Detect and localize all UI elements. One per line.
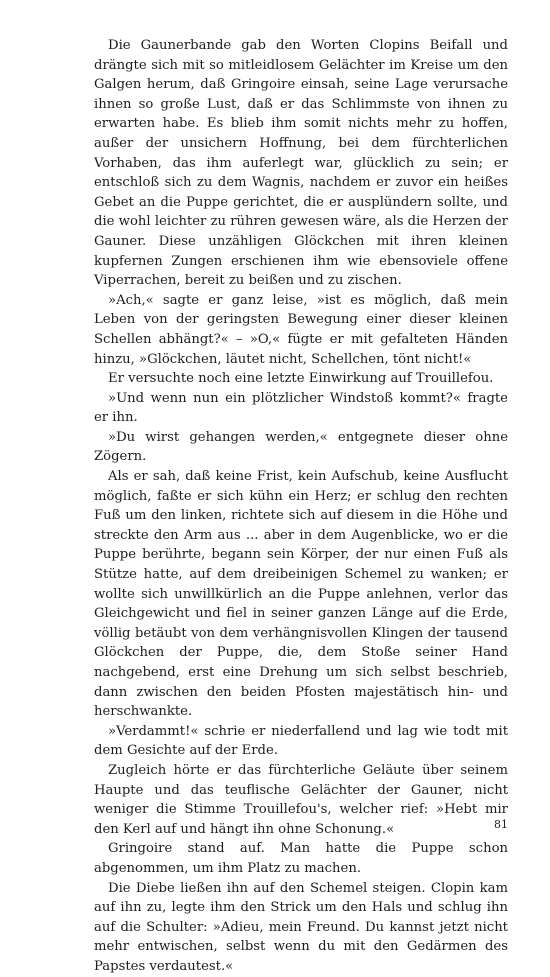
page-number: 81 bbox=[494, 818, 508, 831]
paragraph: Gringoire stand auf. Man hatte die Puppe schon abgenommen, um ihm Platz zu machen. bbox=[94, 841, 508, 876]
paragraph: »Ach,« sagte er ganz leise, »ist es möglich, daß mein Leben von der geringsten Bewegung einer dieser kleinen Schellen abhängt?« – »O,« fügte er mit gefalteten Händen hinzu, »Glöckchen, läutet nicht, Schellchen, tönt nicht!« bbox=[94, 292, 508, 367]
paragraph: »Verdammt!« schrie er niederfallend und lag wie todt mit dem Gesichte auf der Erde. bbox=[94, 723, 508, 759]
body-text bbox=[94, 36, 508, 977]
paragraph: Die Gaunerbande gab den Worten Clopins Beifall und drängte sich mit so mitleidlosem Gelächter im Kreise um den Galgen herum, daß Gringoire einsah, seine Lage verursache ihnen so große Lust, daß er das Schlimmste von ihnen zu erwarten habe. Es blieb ihm somit nichts mehr zu hoffen, außer der unsichern Hoffnung, bei dem fürchterlichen Vorhaben, das ihm auferlegt war, glücklich zu sein; er entschloß sich zu dem Wagnis, nachdem er zuvor ein heißes Gebet an die Puppe gerichtet, die er ausplündern sollte, und die wohl leichter zu rühren gewesen wäre, als die Herzen der Gauner. Diese unzähligen Glöckchen mit ihren kleinen kupfernen Zungen erschienen ihm wie ebensoviele offene Viperrachen, bereit zu beißen und zu zischen. bbox=[94, 38, 508, 289]
paragraph: Zugleich hörte er das fürchterliche Geläute über seinem Haupte und das teuflische Gelächter der Gauner, nicht weniger die Stimme Trouillefou's, welcher rief: »Hebt mir den Kerl auf und hängt ihn ohne Schonung.« bbox=[94, 762, 508, 837]
paragraph: »Du wirst gehangen werden,« entgegnete dieser ohne Zögern. bbox=[94, 429, 508, 465]
paragraph: »Und wenn nun ein plötzlicher Windstoß kommt?« fragte er ihn. bbox=[94, 390, 508, 426]
paragraph: Als er sah, daß keine Frist, kein Aufschub, keine Ausflucht möglich, faßte er sich kühn ein Herz; er schlug den rechten Fuß um den linken, richtete sich auf diesem in die Höhe und streckte den Arm aus ... aber in dem Augenblicke, wo er die Puppe berührte, begann sein Körper, der nur einen Fuß als Stütze hatte, auf dem dreibeinigen Schemel zu wanken; er wollte sich unwillkürlich an die Puppe anlehnen, verlor das Gleichgewicht und fiel in seiner ganzen Länge auf die Erde, völlig betäubt von dem verhängnisvollen Klingen der tausend Glöckchen der Puppe, die, dem Stoße seiner Hand nachgebend, erst eine Drehung um sich selbst beschrieb, dann zwischen den beiden Pfosten majestätisch hin- und herschwankte. bbox=[94, 469, 508, 720]
paragraph: Die Diebe ließen ihn auf den Schemel steigen. Clopin kam auf ihn zu, legte ihm den Strick um den Hals und schlug ihn auf die Schulter: »Adieu, mein Freund. Du kannst jetzt nicht mehr entwischen, selbst wenn du mit den Gedärmen des Papstes verdautest.« bbox=[94, 880, 508, 974]
paragraph: Er versuchte noch eine letzte Einwirkung auf Trouillefou. bbox=[108, 371, 494, 387]
